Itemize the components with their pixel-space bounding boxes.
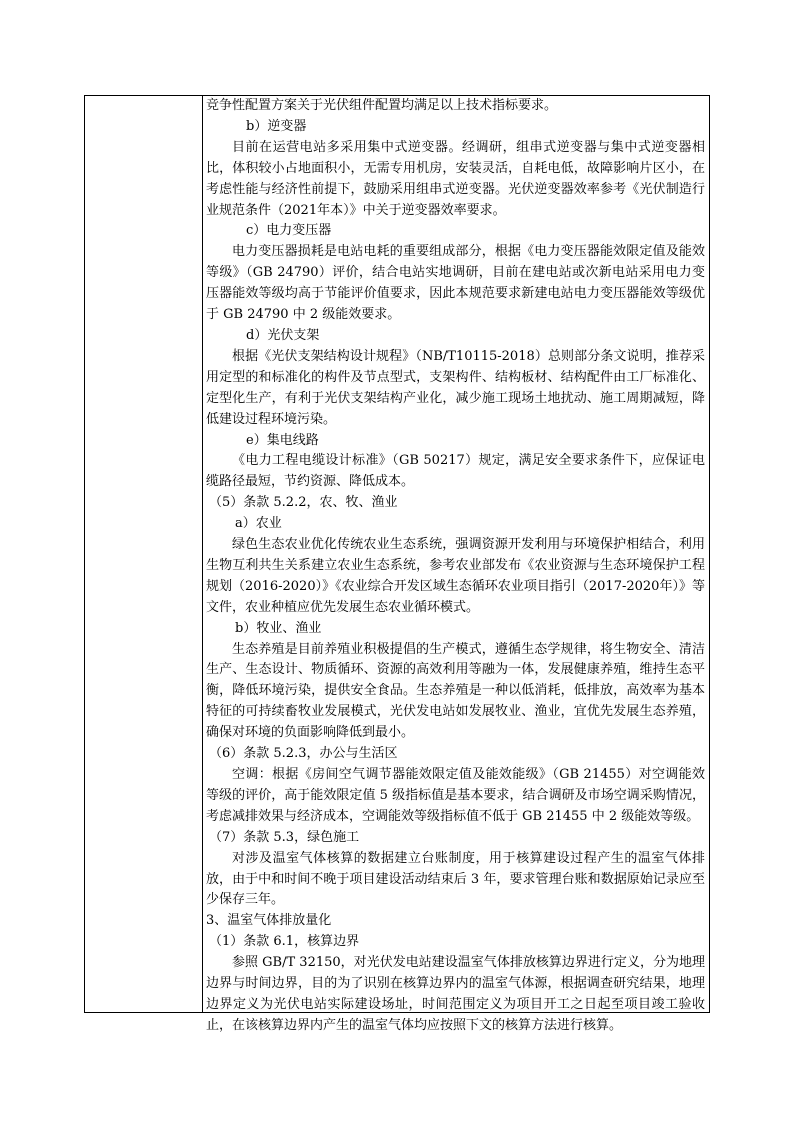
document-body: [206, 96, 705, 1037]
paragraph: 根据《光伏支架结构设计规程》（NB/T10115-2018）总则部分条文说明，推荐采用定型的和标准化的构件及节点型式，支架构件、结构板材、结构配件由工厂标准化、定型化生产，有利于光伏支架结构产业化，减少施工现场土地扰动、施工周期减短，降低建设过程环境污染。: [206, 348, 705, 427]
paragraph: 目前在运营电站多采用集中式逆变器。经调研，组串式逆变器与集中式逆变器相比，体积较小占地面积小，无需专用机房，安装灵活，自耗电低，故障影响片区小，在考虑性能与经济性前提下，鼓励采用组串式逆变器。光伏逆变器效率参考《光伏制造行业规范条件（2021年本）》中关于逆变器效率要求。: [206, 139, 705, 218]
paragraph: a）农业: [235, 516, 282, 532]
table-left-cell: [85, 96, 203, 1012]
paragraph: （5）条款 5.2.2，农、牧、渔业: [209, 495, 398, 511]
paragraph: 参照 GB/T 32150，对光伏发电站建设温室气体排放核算边界进行定义，分为地理边界与时间边界，目的为了识别在核算边界内的温室气体源，根据调查研究结果，地理边界定义为光伏电站实际建设场址，时间范围定义为项目开工之日起至项目竣工验收止，在该核算边界内产生的温室气体均应按照下文的核算方法进行核算。: [206, 955, 705, 1033]
paragraph: 空调：根据《房间空气调节器能效限定值及能效能级》（GB 21455）对空调能效等级的评价，高于能效限定值 5 级指标值是基本要求，结合调研及市场空调采购情况，考虑减排效果与经济成本，空调能效等级指标值不低于 GB 21455 中 2 级能效等级。: [206, 767, 705, 824]
paragraph: （7）条款 5.3，绿色施工: [209, 829, 360, 845]
paragraph: 对涉及温室气体核算的数据建立台账制度，用于核算建设过程产生的温室气体排放，由于中和时间不晚于项目建设活动结束后 3 年，要求管理台账和数据原始记录应至少保存三年。: [206, 850, 705, 908]
document-table: [84, 95, 710, 1033]
paragraph: b）牧业、渔业: [235, 620, 322, 636]
paragraph: 《电力工程电缆设计标准》（GB 50217）规定，满足安全要求条件下，应保证电缆路径最短，节约资源、降低成本。: [206, 453, 705, 490]
table-right-cell: [203, 96, 709, 1033]
paragraph: e）集电线路: [246, 432, 319, 448]
paragraph: 绿色生态农业优化传统农业生态系统，强调资源开发利用与环境保护相结合，利用生物互利共生关系建立农业生态系统，参考农业部发布《农业资源与生态环境保护工程规划（2016-2020）》《农业综合开发区域生态循环农业项目指引（2017-2020年）》等文件，农业种植应优先发展生态农业循环模式。: [206, 537, 705, 615]
paragraph: （1）条款 6.1，核算边界: [209, 934, 360, 950]
paragraph: 3、温室气体排放量化: [206, 913, 332, 929]
paragraph: d）光伏支架: [246, 327, 320, 343]
paragraph: 竞争性配置方案关于光伏组件配置均满足以上技术指标要求。: [206, 98, 558, 113]
paragraph: （6）条款 5.2.3，办公与生活区: [209, 746, 398, 762]
paragraph: 生态养殖是目前养殖业积极提倡的生产模式，遵循生态学规律，将生物安全、清洁生产、生态设计、物质循环、资源的高效利用等融为一体，发展健康养殖，维持生态平衡，降低环境污染，提供安全食品。生态养殖是一种以低消耗，低排放，高效率为基本特征的可持续畜牧业发展模式，光伏发电站如发展牧业、渔业，宜优先发展生态养殖，确保对环境的负面影响降低到最小。: [206, 641, 705, 741]
paragraph: c）电力变压器: [246, 223, 332, 239]
paragraph: b）逆变器: [246, 118, 307, 134]
paragraph: 电力变压器损耗是电站电耗的重要组成部分，根据《电力变压器能效限定值及能效等级》（GB 24790）评价，结合电站实地调研，目前在建电站或次新电站采用电力变压器能效等级均高于节能评价值要求，因此本规范要求新建电站电力变压器能效等级优于 GB 24790 中 2 级能效要求。: [206, 244, 705, 323]
